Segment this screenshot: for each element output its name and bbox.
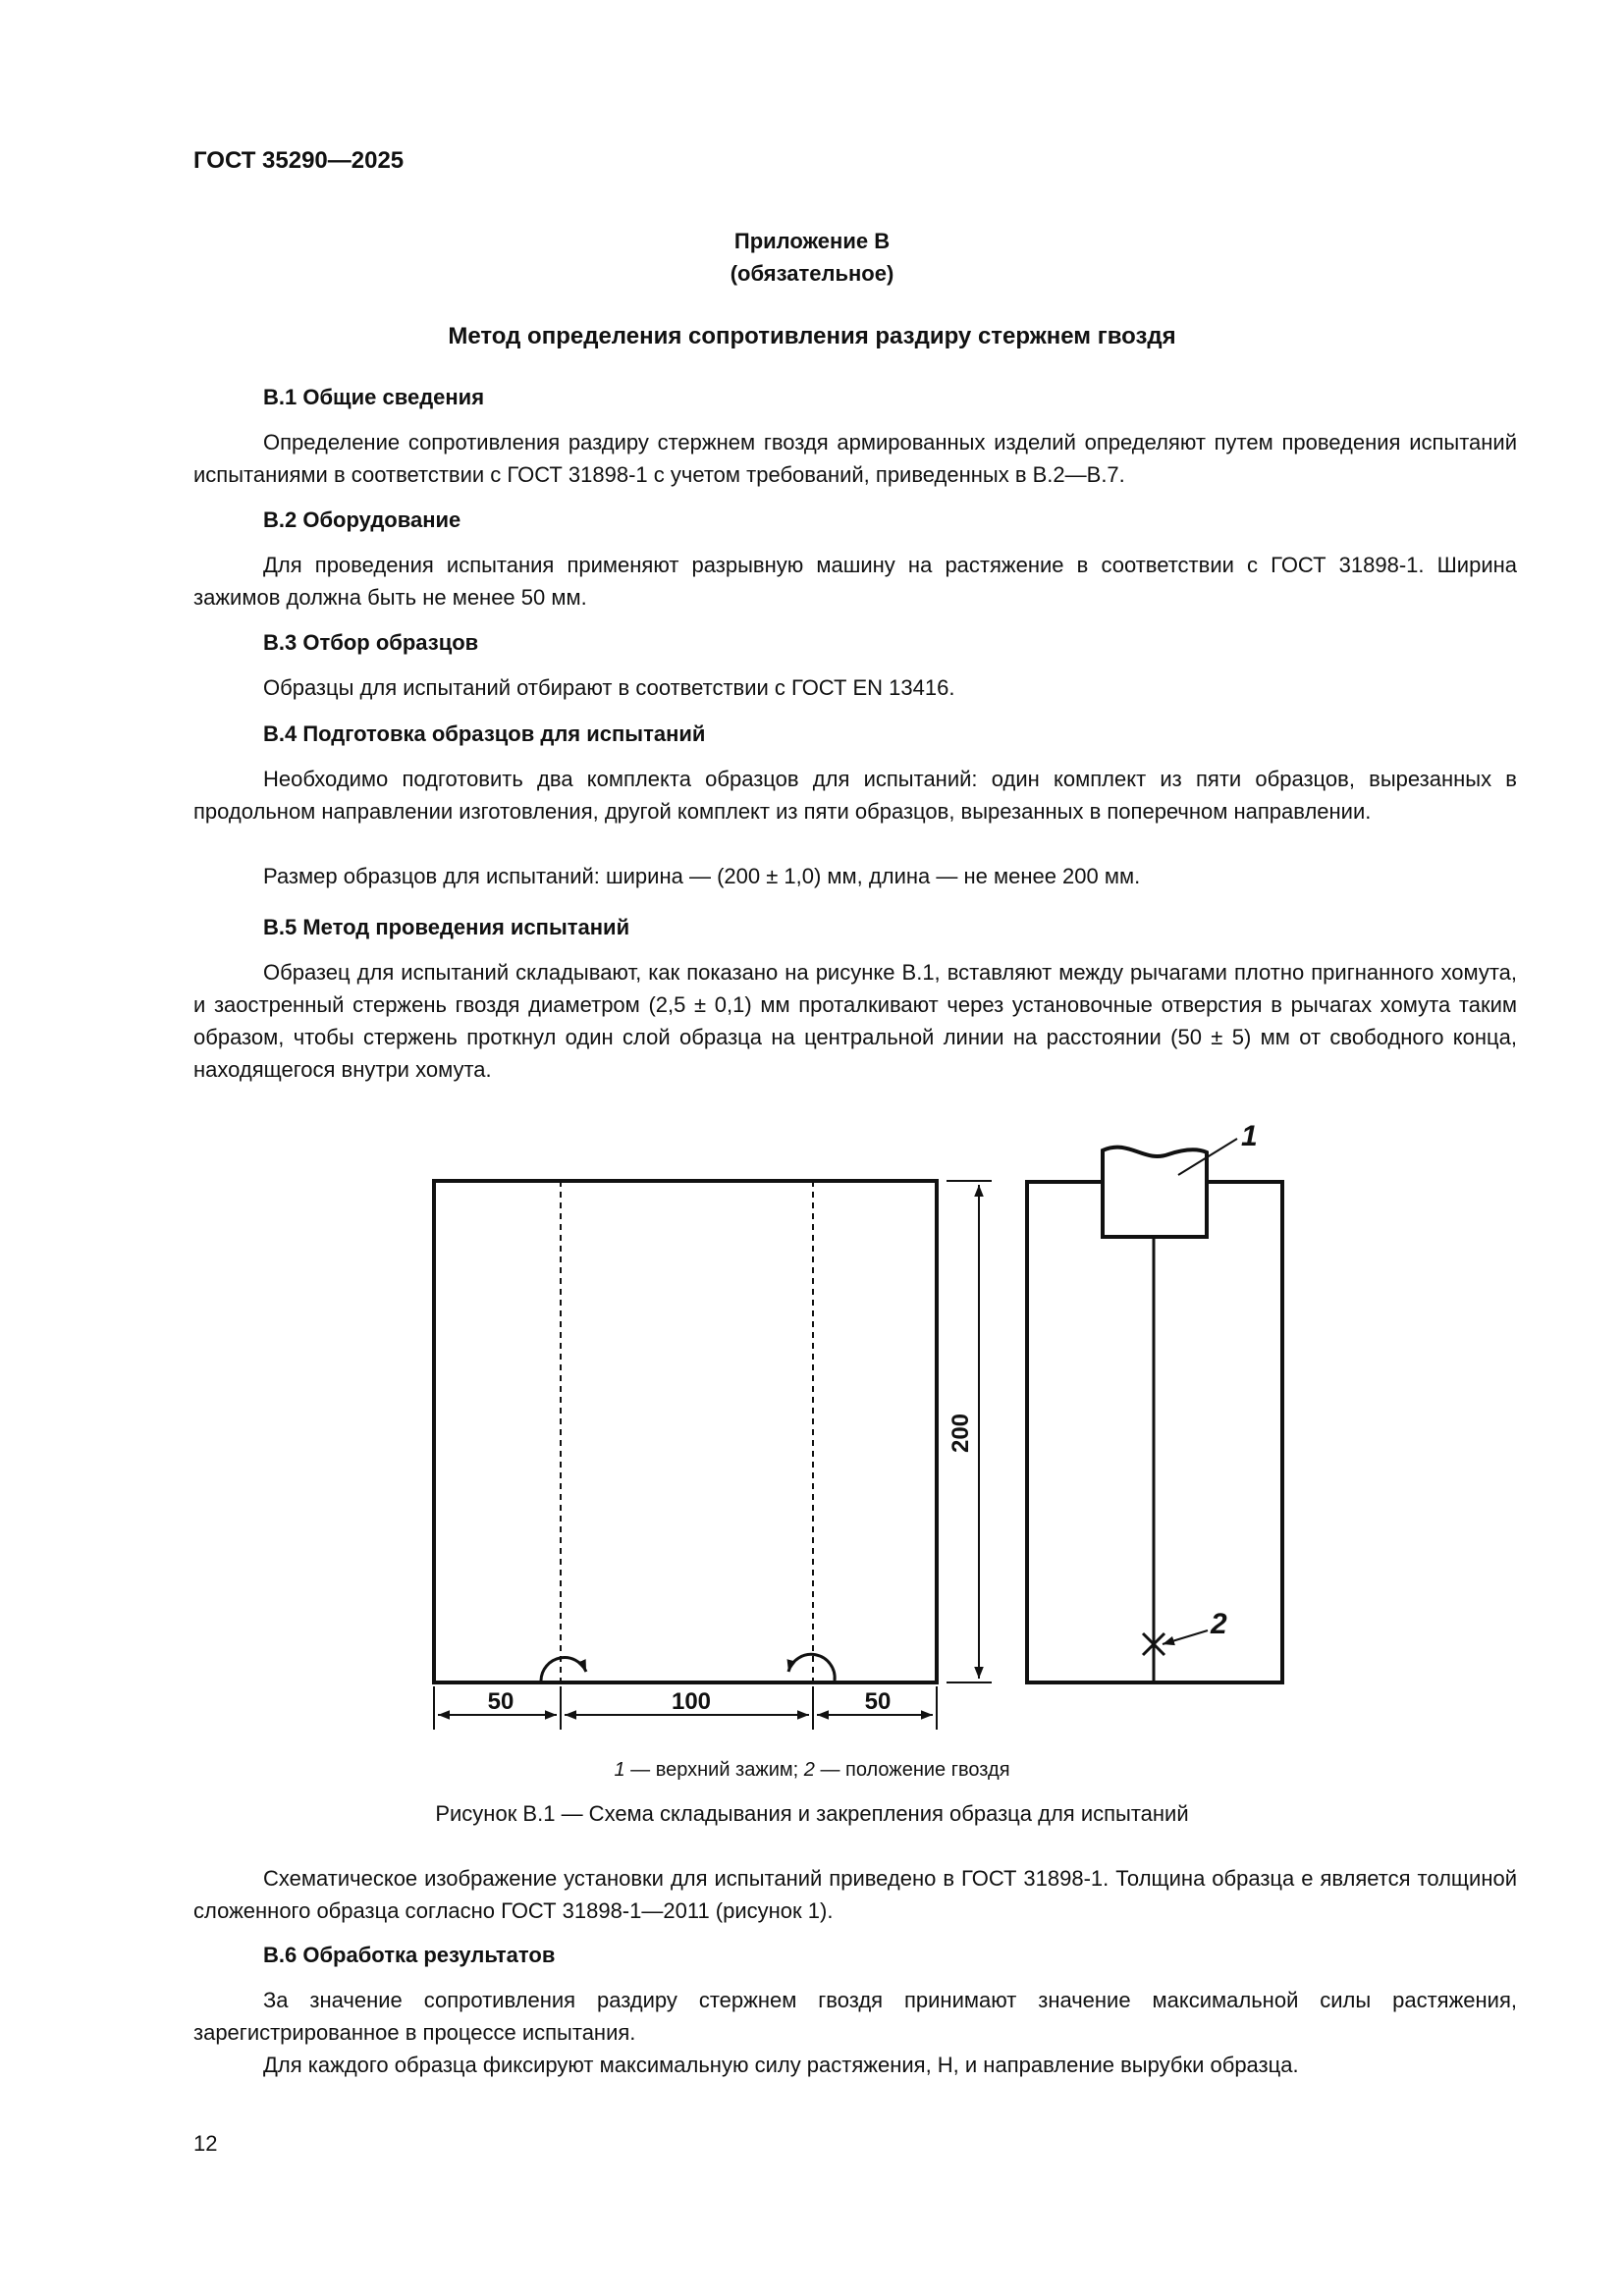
legend-text-2: — положение гвоздя [814,1759,1010,1781]
appendix-title: Приложение В [733,229,891,253]
dim-right-label: 50 [864,1688,892,1715]
section-b5-title: В.5 Метод проведения испытаний [263,915,630,939]
figure-caption: Рисунок В.1 — Схема складывания и закрепления образца для испытаний [435,1801,1189,1826]
section-b5-paragraph-2: Схематическое изображение установки для испытаний приведено в ГОСТ 31898-1. Толщина образца e является толщиной сложенного образца согласно ГОСТ 31898-1—2011 (рисунок 1). [193,1866,1517,1923]
section-b2-paragraph: Для проведения испытания применяют разрывную машину на растяжение в соответствии с ГОСТ 31898-1. Ширина зажимов должна быть не менее 50 мм. [193,553,1517,610]
dim-left-label: 50 [487,1688,514,1715]
section-b4-title: В.4 Подготовка образцов для испытаний [263,721,706,746]
section-b3-paragraph: Образцы для испытаний отбирают в соответствии с ГОСТ EN 13416. [263,675,955,700]
dimension-height [947,1181,992,1682]
legend-number-2: 2 [803,1759,815,1781]
legend-text-1: — верхний зажим; [624,1759,804,1781]
section-b1-title: В.1 Общие сведения [263,385,485,409]
document-code: ГОСТ 35290—2025 [193,147,405,174]
figure-legend [0,1759,1624,1782]
section-b1-paragraph: Определение сопротивления раздиру стержнем гвоздя армированных изделий определяют путем проведения испытаний испытаниями в соответствии с ГОСТ 31898-1 с учетом требований, приведенных в В.2—В.7. [193,430,1517,487]
dimension-width [434,1686,937,1730]
section-b4-paragraph-2: Размер образцов для испытаний: ширина — (200 ± 1,0) мм, длина — не менее 200 мм. [263,864,1141,888]
section-b4-paragraph-1: Необходимо подготовить два комплекта образцов для испытаний: один комплект из пяти образцов, вырезанных в продольном направлении изготовления, другой комплект из пяти образцов, вырезанных в поперечном направлении. [193,767,1517,824]
dim-middle-label: 100 [671,1688,712,1715]
fold-arrow-left-icon [541,1658,586,1681]
specimen-unfolded [434,1181,937,1682]
section-b2-title: В.2 Оборудование [263,507,461,532]
specimen-folded [1027,1120,1282,1682]
section-b6-paragraph-1: За значение сопротивления раздиру стержнем гвоздя принимают значение максимальной силы растяжения, зарегистрированное в процессе испытания. [193,1988,1517,2045]
fold-arrow-right-icon [788,1654,835,1681]
callout-1: 1 [1241,1120,1258,1152]
section-b3-title: В.3 Отбор образцов [263,630,479,655]
legend-number-1: 1 [614,1759,625,1781]
appendix-status: (обязательное) [730,261,894,286]
page-number: 12 [193,2131,218,2156]
section-b6-paragraph-2: Для каждого образца фиксируют максимальную силу растяжения, Н, и направление вырубки образца. [263,2053,1299,2077]
appendix-heading: Метод определения сопротивления раздиру стержнем гвоздя [448,323,1176,349]
section-b5-paragraph-1: Образец для испытаний складывают, как показано на рисунке В.1, вставляют между рычагами плотно пригнанного хомута, и заостренный стержень гвоздя диаметром (2,5 ± 0,1) мм проталкивают через установочные отверстия в рычагах хомута таким образом, чтобы стержень проткнул один слой образца на центральной линии на расстоянии (50 ± 5) мм от свободного конца, находящегося внутри хомута. [193,960,1517,1082]
section-b6-title: В.6 Обработка результатов [263,1943,556,1967]
callout-2: 2 [1211,1608,1227,1640]
dim-height-label: 200 [947,1413,974,1454]
upper-clamp [1103,1148,1207,1237]
